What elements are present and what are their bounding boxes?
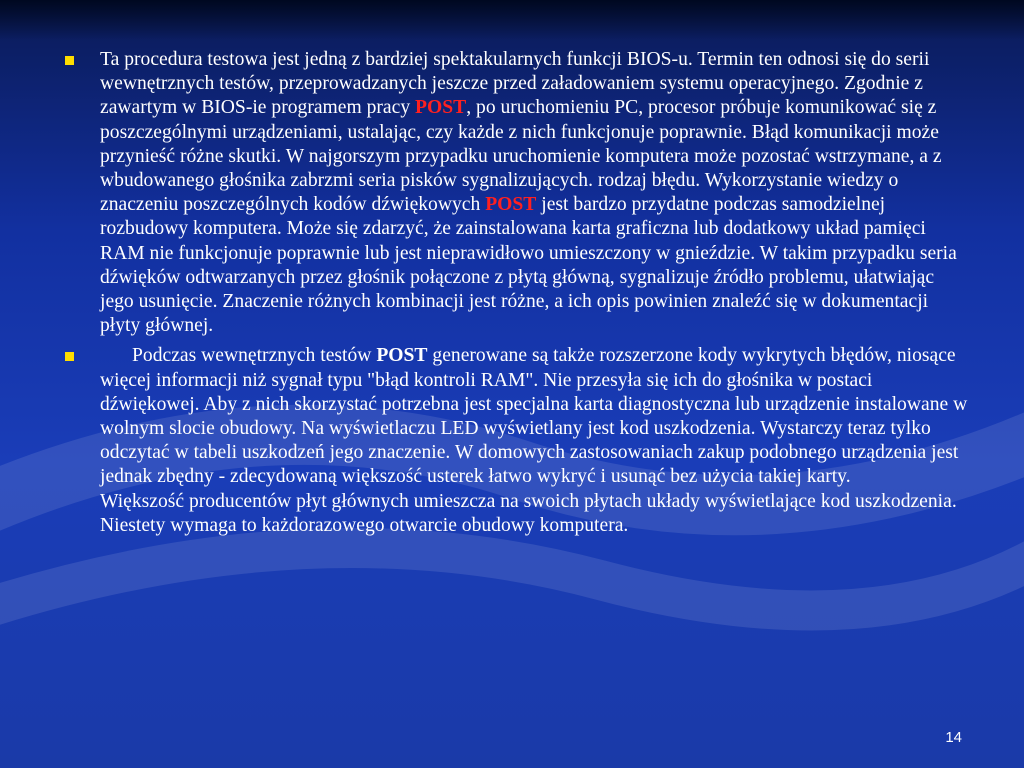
post-term-bold: POST	[376, 345, 428, 367]
post-term-highlight: POST	[415, 97, 467, 119]
bullet-1-text-part-1: Ta procedura testowa jest jedną z bardziej spektakularnych funkcji BIOS-u. Termin ten odnosi się do serii wewnętrznych testów, przeprowadzanych jeszcze przed załadowaniem systemu operacyjnego. Zgodnie z zawartym w BIOS-ie programem pracy	[100, 49, 930, 119]
bullet-2-text-part-1: Podczas wewnętrznych testów	[132, 345, 377, 367]
bullet-item-2	[58, 344, 970, 538]
bullet-2-text-part-3: Większość producentów płyt głównych umieszcza na swoich płytach układy wyświetlające kod uszkodzenia. Niestety wymaga to każdorazowego otwarcie obudowy komputera.	[100, 490, 957, 536]
bullet-1-text-part-3: jest bardzo przydatne podczas samodzielnej rozbudowy komputera. Może się zdarzyć, że zainstalowana karta graficzna lub dodatkowy układ pamięci RAM nie funkcjonuje poprawnie lub jest nieprawidłowo umieszczony w gnieździe. W takim przypadku seria dźwięków odtwarzanych przez głośnik połączone z płytą główną, sygnalizuje źródło problemu, ułatwiając jego usunięcie. Znaczenie różnych kombinacji jest różne, a ich opis powinien znaleźć się w dokumentacji płyty głównej.	[100, 194, 957, 337]
square-bullet-icon	[65, 352, 74, 361]
bullet-1-text-part-2: , po uruchomieniu PC, procesor próbuje komunikować się z poszczególnymi urządzeniami, ustalając, czy każde z nich funkcjonuje poprawnie. Błąd komunikacji może przynieść różne skutki. W najgorszym przypadku uruchomienie komputera może pozostać wstrzymane, a z wbudowanego głośnika zabrzmi seria pisków sygnalizujących. rodzaj błędu. Wykorzystanie wiedzy o znaczeniu poszczególnych kodów dźwiękowych	[100, 97, 942, 216]
page-number: 14	[945, 729, 962, 746]
bullet-2-text-part-2: generowane są także rozszerzone kody wykrytych błędów, niosące więcej informacji niż sygnał typu "błąd kontroli RAM". Nie przesyła się ich do głośnika w postaci dźwiękowej. Aby z nich skorzystać potrzebna jest specjalna karta diagnostyczna lub urządzenie instalowane w wolnym slocie obudowy. Na wyświetlaczu LED wyświetlany jest kod uszkodzenia. Wystarczy teraz tylko odczytać w tabeli uszkodzeń jego znaczenie. W domowych zastosowaniach zakup podobnego urządzenia jest jednak zbędny - zdecydowaną większość usterek łatwo wykryć i usunąć bez użycia takiej karty.	[100, 345, 968, 488]
post-term-highlight: POST	[485, 194, 537, 216]
slide-content	[58, 48, 970, 544]
square-bullet-icon	[65, 56, 74, 65]
bullet-item-1	[58, 48, 970, 338]
